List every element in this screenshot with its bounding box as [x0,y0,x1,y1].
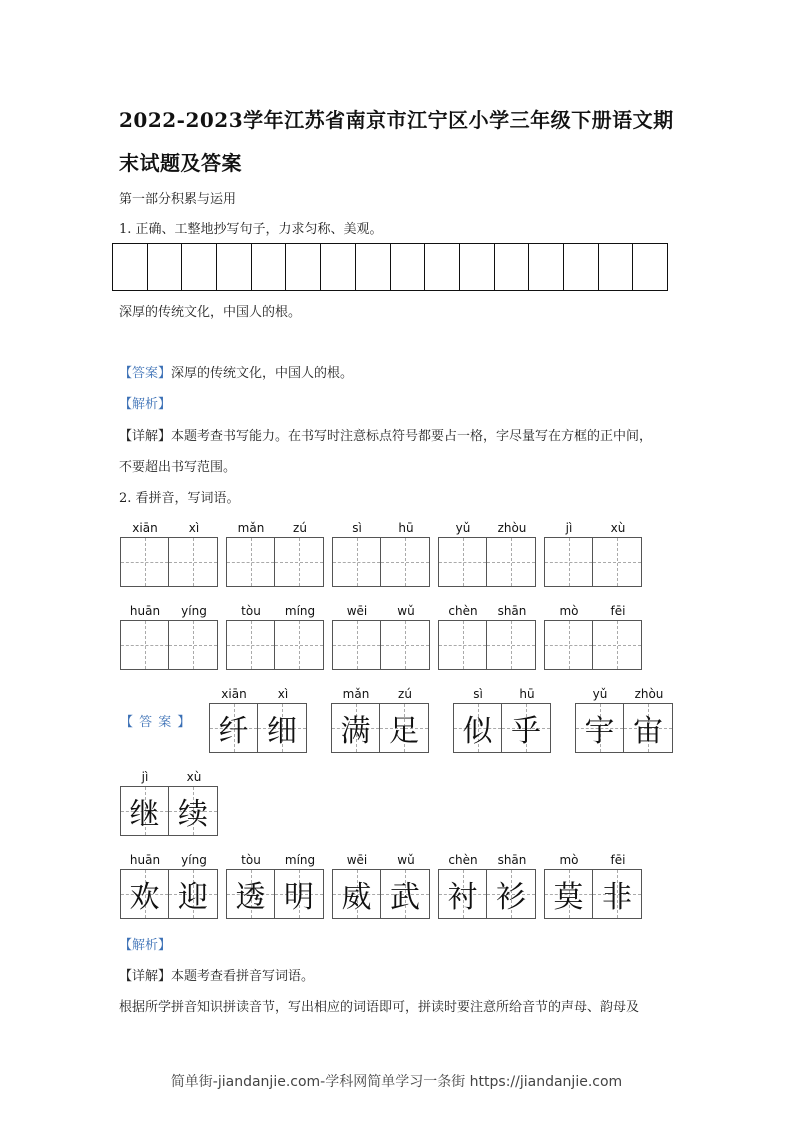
pinyin-label: tòu [241,853,261,867]
tianzi-cell [121,787,169,835]
copy-grid-cell[interactable] [286,244,321,290]
answer-tianzi-grid [226,869,324,919]
answer-character: 非 [602,880,632,915]
grid-guide-line [227,562,274,563]
pinyin-label: tòu [241,604,261,618]
answer-tianzi-grid [120,786,218,836]
grid-guide-line [381,645,429,646]
pinyin-label: huān [129,853,161,867]
pinyin-label: wēi [346,853,368,867]
answer-character: 透 [235,880,266,915]
tianzi-cell[interactable] [227,621,275,669]
tianzi-cell[interactable] [169,621,217,669]
tianzi-grid [226,537,324,587]
tianzi-cell[interactable] [121,538,169,586]
answer-character: 似 [462,714,493,749]
q2-detail-line2: 根据所学拼音知识拼读音节，写出相应的词语即可，拼读时要注意所给音节的声母、韵母及 [119,1000,640,1015]
answer-character: 乎 [511,714,541,749]
tianzi-cell [381,870,429,918]
answer-character: 莫 [553,880,584,915]
copy-grid-cell[interactable] [113,244,148,290]
tianzi-cell[interactable] [169,538,217,586]
q2-detail-line1: 【详解】本题考查看拼音写词语。 [119,969,315,984]
pinyin-label: fēi [610,853,626,867]
tianzi-cell [545,870,593,918]
pinyin-label: sì [473,687,483,701]
grid-guide-line [275,645,323,646]
pinyin-label: xiān [132,521,158,535]
grid-guide-line [545,562,592,563]
pinyin-label: mò [559,853,579,867]
copy-grid-cell[interactable] [425,244,460,290]
pinyin-label: xì [277,687,289,701]
q2-prompt: 2. 看拼音，写词语。 [119,491,240,506]
pinyin-label: zhòu [497,521,527,535]
grid-guide-line [545,645,592,646]
tianzi-cell[interactable] [593,538,641,586]
tianzi-cell [487,870,535,918]
pinyin-label: zú [293,521,307,535]
answer-character: 欢 [129,880,160,915]
pinyin-label: mǎn [237,521,265,535]
answer-character: 威 [341,880,372,915]
section-heading: 第一部分积累与运用 [119,192,237,207]
answer-character: 衬 [447,880,478,915]
tianzi-grid [332,537,430,587]
doc-title-line2: 末试题及答案 [119,151,242,175]
answer-character: 衫 [496,880,526,915]
answer-tianzi-grid [544,869,642,919]
answer-tianzi-grid [575,703,673,753]
copy-grid-cell[interactable] [217,244,252,290]
answer-character: 明 [284,880,314,915]
q1-prompt: 1. 正确、工整地抄写句子，力求匀称、美观。 [119,222,383,237]
pinyin-label: zhòu [634,687,664,701]
pinyin-label: chèn [448,604,478,618]
grid-guide-line [439,562,486,563]
tianzi-cell [169,870,217,918]
answer-character: 续 [178,797,208,832]
pinyin-label: yíng [181,853,207,867]
tianzi-cell[interactable] [275,621,323,669]
copy-grid-cell[interactable] [564,244,599,290]
answer-tianzi-grid [438,869,536,919]
answer-character: 宙 [633,714,663,749]
tianzi-cell [121,870,169,918]
answer-tag: 【答案】 [119,366,172,381]
pinyin-label: xiān [221,687,247,701]
answer-character: 迎 [178,880,208,915]
copy-grid-cell[interactable] [252,244,287,290]
copy-grid-cell[interactable] [460,244,495,290]
pinyin-label: wǔ [397,604,415,618]
tianzi-cell[interactable] [333,621,381,669]
tianzi-cell [593,870,641,918]
tianzi-grid [120,620,218,670]
grid-guide-line [439,645,486,646]
pinyin-label: shān [497,853,527,867]
q1-answer [119,362,353,381]
copy-grid-cell[interactable] [495,244,530,290]
grid-guide-line [121,645,168,646]
grid-guide-line [275,562,323,563]
answer-tianzi-grid [453,703,551,753]
tianzi-cell[interactable] [439,538,487,586]
answer-tianzi-grid [331,703,429,753]
tianzi-cell [258,704,306,752]
tianzi-cell[interactable] [545,621,593,669]
grid-guide-line [227,645,274,646]
tianzi-cell[interactable] [381,538,429,586]
q1-detail-line2: 不要超出书写范围。 [119,460,237,475]
grid-guide-line [487,562,535,563]
copy-grid-cell[interactable] [529,244,564,290]
pinyin-label: huān [129,604,161,618]
grid-guide-line [333,645,380,646]
pinyin-label: wēi [346,604,368,618]
answer-character: 继 [129,797,160,832]
q1-analysis-tag: 【解析】 [119,397,172,412]
q1-detail-line1: 【详解】本题考查书写能力。在书写时注意标点符号都要占一格，字尽量写在方框的正中间， [119,429,653,444]
q2-analysis-tag: 【解析】 [119,938,172,953]
tianzi-cell[interactable] [227,538,275,586]
answer-character: 细 [267,714,297,749]
pinyin-label: yǔ [455,521,471,535]
q1-sentence: 深厚的传统文化，中国人的根。 [119,305,302,320]
pinyin-label: míng [284,853,316,867]
tianzi-grid [438,537,536,587]
answer-character: 宇 [584,714,615,749]
pinyin-label: yǔ [592,687,608,701]
pinyin-label: fēi [610,604,626,618]
tianzi-cell [332,704,380,752]
pinyin-label: shān [497,604,527,618]
copy-grid-cell[interactable] [356,244,391,290]
tianzi-grid [544,620,642,670]
pinyin-label: hū [398,521,414,535]
tianzi-cell[interactable] [593,621,641,669]
grid-guide-line [381,562,429,563]
tianzi-grid [438,620,536,670]
tianzi-cell [169,787,217,835]
answer-tianzi-grid [120,869,218,919]
tianzi-cell [624,704,672,752]
pinyin-label: wǔ [397,853,415,867]
pinyin-label: jì [565,521,573,535]
copy-grid-cell[interactable] [391,244,426,290]
tianzi-cell [227,870,275,918]
copy-grid-cell[interactable] [633,244,667,290]
tianzi-cell [380,704,428,752]
copy-grid-cell[interactable] [148,244,183,290]
tianzi-cell[interactable] [333,538,381,586]
tianzi-grid [544,537,642,587]
pinyin-label: mò [559,604,579,618]
pinyin-label: mǎn [342,687,370,701]
tianzi-cell [439,870,487,918]
grid-guide-line [333,562,380,563]
tianzi-cell [502,704,550,752]
tianzi-cell[interactable] [439,621,487,669]
answer-tianzi-grid [209,703,307,753]
tianzi-cell [576,704,624,752]
pinyin-label: míng [284,604,316,618]
grid-guide-line [121,562,168,563]
answer-character: 纤 [218,714,249,749]
grid-guide-line [169,645,217,646]
tianzi-cell[interactable] [545,538,593,586]
tianzi-cell [210,704,258,752]
page-footer: 简单街-jiandanjie.com-学科网简单学习一条街 https://jiandanjie.com [170,1074,623,1090]
tianzi-cell [333,870,381,918]
tianzi-grid [120,537,218,587]
tianzi-grid [332,620,430,670]
tianzi-cell[interactable] [487,621,535,669]
tianzi-cell [454,704,502,752]
doc-title-line1: 2022-2023学年江苏省南京市江宁区小学三年级下册语文期 [119,108,674,132]
copy-grid [112,243,668,291]
tianzi-grid [226,620,324,670]
copy-grid-cell[interactable] [599,244,634,290]
pinyin-label: xì [188,521,200,535]
tianzi-cell [275,870,323,918]
pinyin-label: sì [352,521,362,535]
copy-grid-cell[interactable] [182,244,217,290]
tianzi-cell[interactable] [381,621,429,669]
pinyin-label: chèn [448,853,478,867]
answer-character: 满 [340,714,371,749]
copy-grid-cell[interactable] [321,244,356,290]
answer-character: 足 [389,714,419,749]
grid-guide-line [169,562,217,563]
pinyin-label: xù [186,770,202,784]
answer-character: 武 [390,880,420,915]
pinyin-label: jì [141,770,149,784]
tianzi-cell[interactable] [275,538,323,586]
pinyin-label: hū [519,687,535,701]
pinyin-label: zú [398,687,412,701]
pinyin-label: xù [610,521,626,535]
grid-guide-line [593,645,641,646]
answer-text: 深厚的传统文化，中国人的根。 [171,366,354,381]
pinyin-label: yíng [181,604,207,618]
tianzi-cell[interactable] [121,621,169,669]
grid-guide-line [593,562,641,563]
q2-answer-tag: 【 答 案 】 [120,715,192,730]
grid-guide-line [487,645,535,646]
answer-tianzi-grid [332,869,430,919]
tianzi-cell[interactable] [487,538,535,586]
